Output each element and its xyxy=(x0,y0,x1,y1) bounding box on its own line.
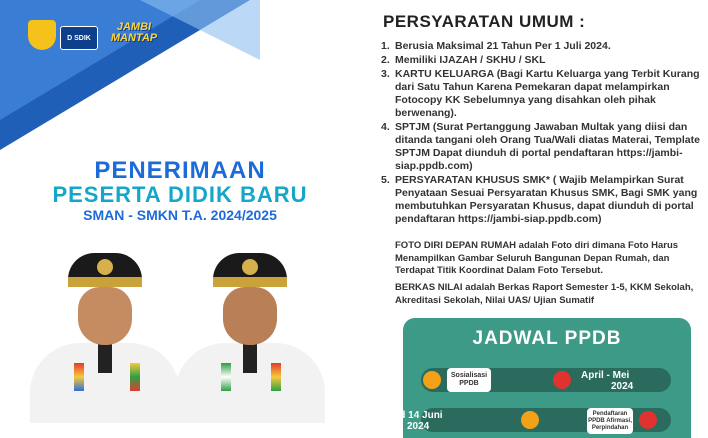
step2-dot-icon xyxy=(521,411,539,429)
slogan-line2: MANTAP xyxy=(110,32,158,44)
step1-date-line1: April - Mei xyxy=(581,370,630,381)
tie xyxy=(243,343,257,373)
item-text: Memiliki IJAZAH / SKHU / SKL xyxy=(395,54,546,66)
item-text: KARTU KELUARGA (Bagi Kartu Keluarga yang Terbit Kurang dari Satu Tahun Karena Pemekaran dapat melampirkan Fotocopy KK Sebelumnya yang disahkan oleh pihak berwenang). xyxy=(395,68,700,119)
tie xyxy=(98,343,112,373)
list-item xyxy=(381,121,701,173)
item-number: 4. xyxy=(381,121,390,133)
step2-date-line1: 10 s/d 14 Juni xyxy=(377,410,443,421)
headline-line2: PESERTA DIDIK BARU xyxy=(52,182,308,207)
requirements-list xyxy=(381,40,701,227)
medal-ribbon xyxy=(74,363,84,391)
step1-label: Sosialisasi PPDB xyxy=(447,368,491,392)
slogan-line1: JAMBI xyxy=(116,21,152,33)
timeline-bar xyxy=(421,408,671,432)
note-foto-diri: FOTO DIRI DEPAN RUMAH adalah Foto diri dimana Foto Harus Menampilkan Gambar Seluruh Bangunan Depan Rumah, dan Terdapat Titik Koordinat Dalam Foto Tersebut. xyxy=(395,240,679,276)
item-number: 1. xyxy=(381,40,390,52)
requirements-title: PERSYARATAN UMUM : xyxy=(383,12,586,31)
schedule-title: JADWAL PPDB xyxy=(472,328,622,349)
face xyxy=(78,287,132,345)
jambi-mantap-logo xyxy=(100,20,168,46)
disdik-logo xyxy=(60,26,98,50)
cap-badge-icon xyxy=(242,259,258,275)
poster-right-panel xyxy=(365,0,708,433)
list-item xyxy=(381,40,701,53)
face xyxy=(223,287,277,345)
province-emblem-icon xyxy=(28,20,56,50)
item-text: PERSYARATAN KHUSUS SMK* ( Wajib Melampirkan Surat Penyataan Sesuai Persyaratan Khusus SMK, Bagi SMK yang membutuhkan Persyaratan Khusus, dapat diunduh di portal pendaftaran https://jambi-siap.ppdb.com) xyxy=(395,174,698,225)
headline-line1: PENERIMAAN xyxy=(94,157,266,184)
item-text: Berusia Maksimal 21 Tahun Per 1 Juli 2024. xyxy=(395,40,611,52)
schedule-panel xyxy=(377,318,691,438)
step1-marker-icon xyxy=(553,371,571,389)
cap-band xyxy=(213,277,287,287)
official-portrait-left xyxy=(60,253,150,433)
step2-date-line2: 2024 xyxy=(407,421,430,432)
list-item xyxy=(381,68,701,120)
disdik-logo-text: D SDIK xyxy=(67,34,91,42)
list-item xyxy=(381,54,701,67)
cap-badge-icon xyxy=(97,259,113,275)
medal-ribbon xyxy=(221,363,231,391)
step2-label: Pendaftaran PPDB Afirmasi, Perpindahan xyxy=(587,408,633,434)
official-portrait-right xyxy=(205,253,295,433)
medal-ribbon xyxy=(271,363,281,391)
headline-line3: SMAN - SMKN T.A. 2024/2025 xyxy=(83,207,277,223)
list-item xyxy=(381,174,701,226)
cap-band xyxy=(68,277,142,287)
step2-marker-icon xyxy=(639,411,657,429)
item-number: 5. xyxy=(381,174,390,186)
medal-ribbon xyxy=(130,363,140,391)
item-number: 3. xyxy=(381,68,390,80)
step1-date xyxy=(581,370,633,392)
step2-date xyxy=(377,410,443,432)
step1-date-line2: 2024 xyxy=(611,381,634,392)
step1-dot-icon xyxy=(423,371,441,389)
item-text: SPTJM (Surat Pertanggung Jawaban Multak yang diisi dan ditanda tangani oleh Orang Tua/Wali diatas Materai, Template SPTJM Dapat diunduh di portal pendaftaran https://jambi-siap.ppdb.com) xyxy=(395,121,700,172)
note-berkas-nilai: BERKAS NILAI adalah Berkas Raport Semester 1-5, KKM Sekolah, Akreditasi Sekolah, Nilai UAS/ Ujian Sumatif xyxy=(395,282,694,306)
item-number: 2. xyxy=(381,54,390,66)
